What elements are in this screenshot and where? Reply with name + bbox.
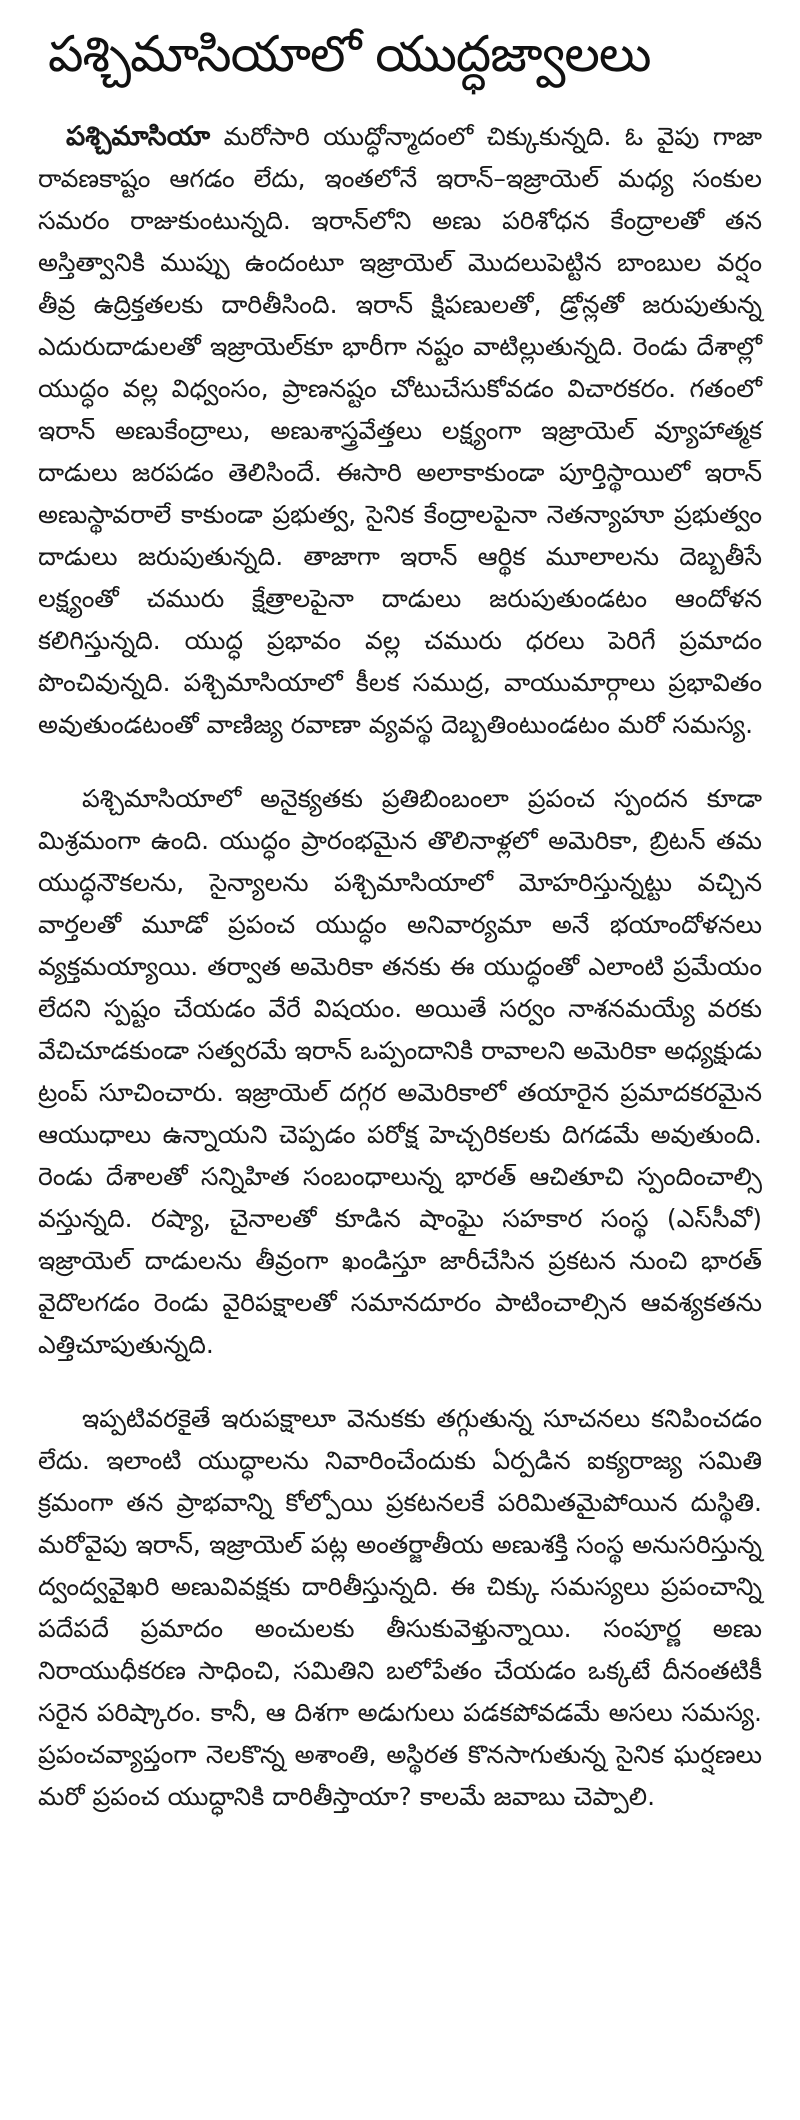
paragraph-spacer — [38, 746, 762, 778]
article-paragraph-3: ఇప్పటివరకైతే ఇరుపక్షాలూ వెనుకకు తగ్గుతున్న సూచనలు కనిపించడం లేదు. ఇలాంటి యుద్ధాలను నివారించేందుకు ఏర్పడిన ఐక్యరాజ్య సమితి క్రమంగా తన ప్రాభవాన్ని కోల్పోయి ప్రకటనలకే పరిమితమైపోయిన దుస్థితి. మరోవైపు ఇరాన్, ఇజ్రాయెల్ పట్ల అంతర్జాతీయ అణుశక్తి సంస్థ అనుసరిస్తున్న ద్వంద్వవైఖరి అణువివక్షకు దారితీస్తున్నది. ఈ చిక్కు సమస్యలు ప్రపంచాన్ని పదేపదే ప్రమాదం అంచులకు తీసుకువెళ్తున్నాయి. సంపూర్ణ అణు నిరాయుధీకరణ సాధించి, సమితిని బలోపేతం చేయడం ఒక్కటే దీనంతటికీ సరైన పరిష్కారం. కానీ, ఆ దిశగా అడుగులు పడకపోవడమే అసలు సమస్య. ప్రపంచవ్యాప్తంగా నెలకొన్న అశాంతి, అస్థిరత కొనసాగుతున్న సైనిక ఘర్షణలు మరో ప్రపంచ యుద్ధానికి దారితీస్తాయా? కాలమే జవాబు చెప్పాలి. — [38, 1404, 762, 1811]
article-headline: పశ్చిమాసియాలో యుద్ధజ్వాలలు — [48, 25, 651, 83]
article-paragraph-2: పశ్చిమాసియాలో అనైక్యతకు ప్రతిబింబంలా ప్రపంచ స్పందన కూడా మిశ్రమంగా ఉంది. యుద్ధం ప్రారంభమైన తొలినాళ్లలో అమెరికా, బ్రిటన్ తమ యుద్ధనౌకలను, సైన్యాలను పశ్చిమాసియాలో మోహరిస్తున్నట్టు వచ్చిన వార్తలతో మూడో ప్రపంచ యుద్ధం అనివార్యమా అనే భయాందోళనలు వ్యక్తమయ్యాయి. తర్వాత అమెరికా తనకు ఈ యుద్ధంతో ఎలాంటి ప్రమేయం లేదని స్పష్టం చేయడం వేరే విషయం. అయితే సర్వం నాశనమయ్యే వరకు వేచిచూడకుండా సత్వరమే ఇరాన్ ఒప్పందానికి రావాలని అమెరికా అధ్యక్షుడు ట్రంప్ సూచించారు. ఇజ్రాయెల్ దగ్గర అమెరికాలో తయారైన ప్రమాదకరమైన ఆయుధాలు ఉన్నాయని చెప్పడం పరోక్ష హెచ్చరికలకు దిగడమే అవుతుంది. రెండు దేశాలతో సన్నిహిత సంబంధాలున్న భారత్ ఆచితూచి స్పందించాల్సి వస్తున్నది. రష్యా, చైనాలతో కూడిన షాంఘై సహకార సంస్థ (ఎస్‌సీవో) ఇజ్రాయెల్ దాడులను తీవ్రంగా ఖండిస్తూ జారీచేసిన ప్రకటన నుంచి భారత్ వైదొలగడం రెండు వైరిపక్షాలతో సమానదూరం పాటించాల్సిన ఆవశ్యకతను ఎత్తిచూపుతున్నది. — [38, 784, 762, 1359]
article-paragraph-1 — [38, 116, 762, 746]
paragraph-lead-word: పశ్చిమాసియా — [66, 121, 211, 152]
paragraph-body-text: మరోసారి యుద్ధోన్మాదంలో చిక్కుకున్నది. ఓ వైపు గాజా రావణకాష్టం ఆగడం లేదు, ఇంతలోనే ఇరాన్–ఇజ్రాయెల్ మధ్య సంకుల సమరం రాజుకుంటున్నది. ఇరాన్‌లోని అణు పరిశోధన కేంద్రాలతో తన అస్తిత్వానికి ముప్పు ఉందంటూ ఇజ్రాయెల్ మొదలుపెట్టిన బాంబుల వర్షం తీవ్ర ఉద్రిక్తతలకు దారితీసింది. ఇరాన్ క్షిపణులతో, డ్రోన్లతో జరుపుతున్న ఎదురుదాడులతో ఇజ్రాయెల్‌కూ భారీగా నష్టం వాటిల్లుతున్నది. రెండు దేశాల్లో యుద్ధం వల్ల విధ్వంసం, ప్రాణనష్టం చోటుచేసుకోవడం విచారకరం. గతంలో ఇరాన్ అణుకేంద్రాలు, అణుశాస్త్రవేత్తలు లక్ష్యంగా ఇజ్రాయెల్ వ్యూహాత్మక దాడులు జరపడం తెలిసిందే. ఈసారి అలాకాకుండా పూర్తిస్థాయిలో ఇరాన్ అణుస్థావరాలే కాకుండా ప్రభుత్వ, సైనిక కేంద్రాలపైనా నెతన్యాహూ ప్రభుత్వం దాడులు జరుపుతున్నది. తాజాగా ఇరాన్ ఆర్థిక మూలాలను దెబ్బతీసే లక్ష్యంతో చమురు క్షేత్రాలపైనా దాడులు జరుపుతుండటం ఆందోళన కలిగిస్తున్నది. యుద్ధ ప్రభావం వల్ల చమురు ధరలు పెరిగే ప్రమాదం పొంచివున్నది. పశ్చిమాసియాలో కీలక సముద్ర, వాయుమార్గాలు ప్రభావితం అవుతుండటంతో వాణిజ్య రవాణా వ్యవస్థ దెబ్బతింటుండటం మరో సమస్య. — [38, 122, 762, 739]
paragraph-spacer — [38, 1366, 762, 1398]
